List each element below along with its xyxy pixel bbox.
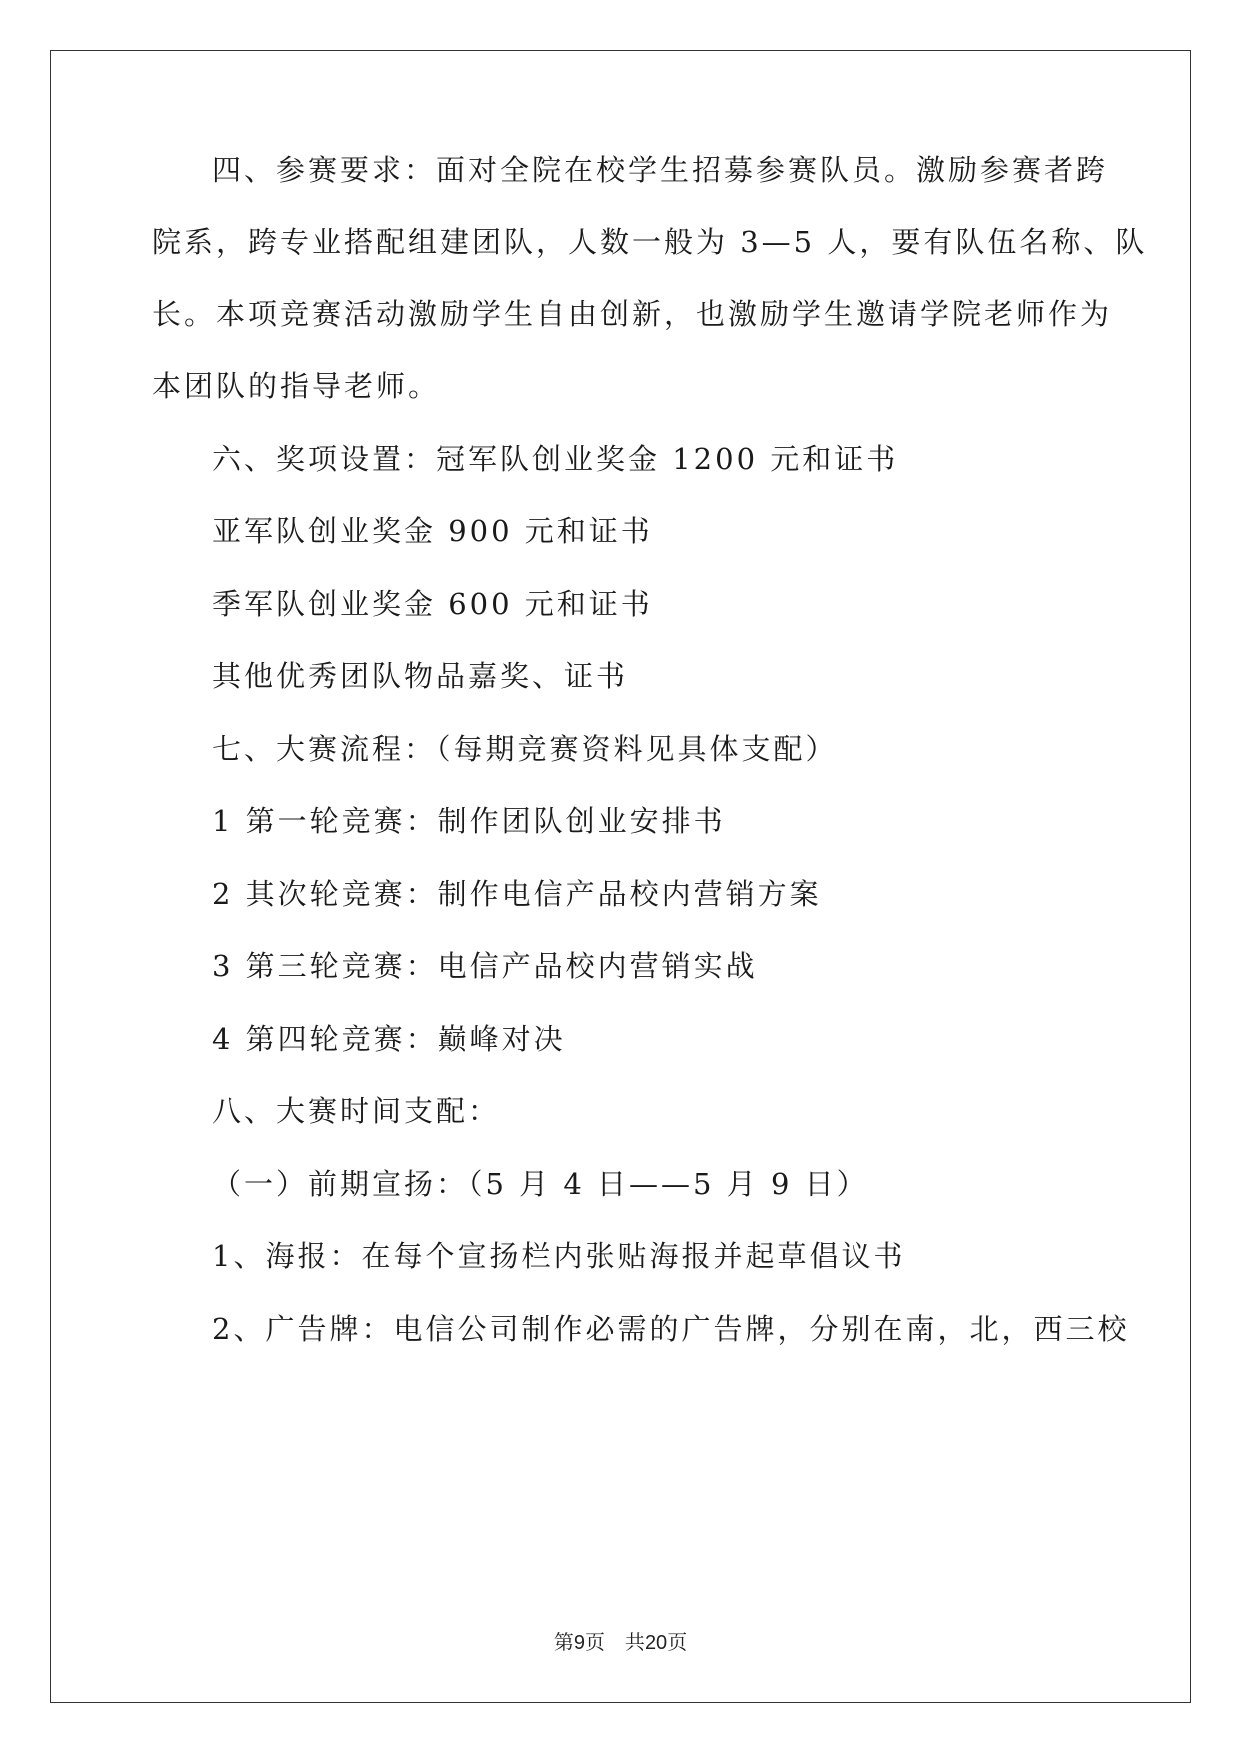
total-page-number: 20	[644, 1632, 668, 1654]
paragraph-line: 1 第一轮竞赛：制作团队创业安排书	[212, 804, 726, 838]
page-footer	[0, 1626, 1241, 1655]
paragraph-line: 长。本项竞赛活动激励学生自由创新，也激励学生邀请学院老师作为	[152, 297, 1113, 331]
paragraph-line: 本团队的指导老师。	[152, 369, 441, 403]
paragraph-line: 2 其次轮竞赛：制作电信产品校内营销方案	[212, 877, 822, 911]
paragraph-line: 2、广告牌：电信公司制作必需的广告牌，分别在南，北，西三校	[212, 1312, 1130, 1346]
footer-prefix: 第	[553, 1630, 574, 1654]
paragraph-line: 1、海报：在每个宣扬栏内张贴海报并起草倡议书	[212, 1239, 906, 1273]
paragraph-line: 七、大赛流程：（每期竞赛资料见具体支配）	[212, 732, 838, 766]
paragraph-line: 四、参赛要求：面对全院在校学生招募参赛队员。激励参赛者跨	[212, 153, 1109, 187]
paragraph-line: 3 第三轮竞赛：电信产品校内营销实战	[212, 949, 758, 983]
paragraph-line: 其他优秀团队物品嘉奖、证书	[212, 659, 629, 693]
paragraph-line: 院系，跨专业搭配组建团队，人数一般为 3—5 人，要有队伍名称、队	[152, 225, 1148, 259]
paragraph-line: 季军队创业奖金 600 元和证书	[212, 587, 653, 621]
footer-suffix: 页	[667, 1630, 688, 1654]
current-page-number: 9	[573, 1632, 585, 1654]
paragraph-line: 六、奖项设置：冠军队创业奖金 1200 元和证书	[212, 442, 899, 476]
paragraph-line: 4 第四轮竞赛：巅峰对决	[212, 1022, 566, 1056]
paragraph-line: 亚军队创业奖金 900 元和证书	[212, 514, 653, 548]
paragraph-line: 八、大赛时间支配：	[212, 1094, 501, 1128]
footer-mid: 页 共	[584, 1630, 645, 1654]
paragraph-line: （一）前期宣扬：（5 月 4 日——5 月 9 日）	[212, 1167, 869, 1201]
